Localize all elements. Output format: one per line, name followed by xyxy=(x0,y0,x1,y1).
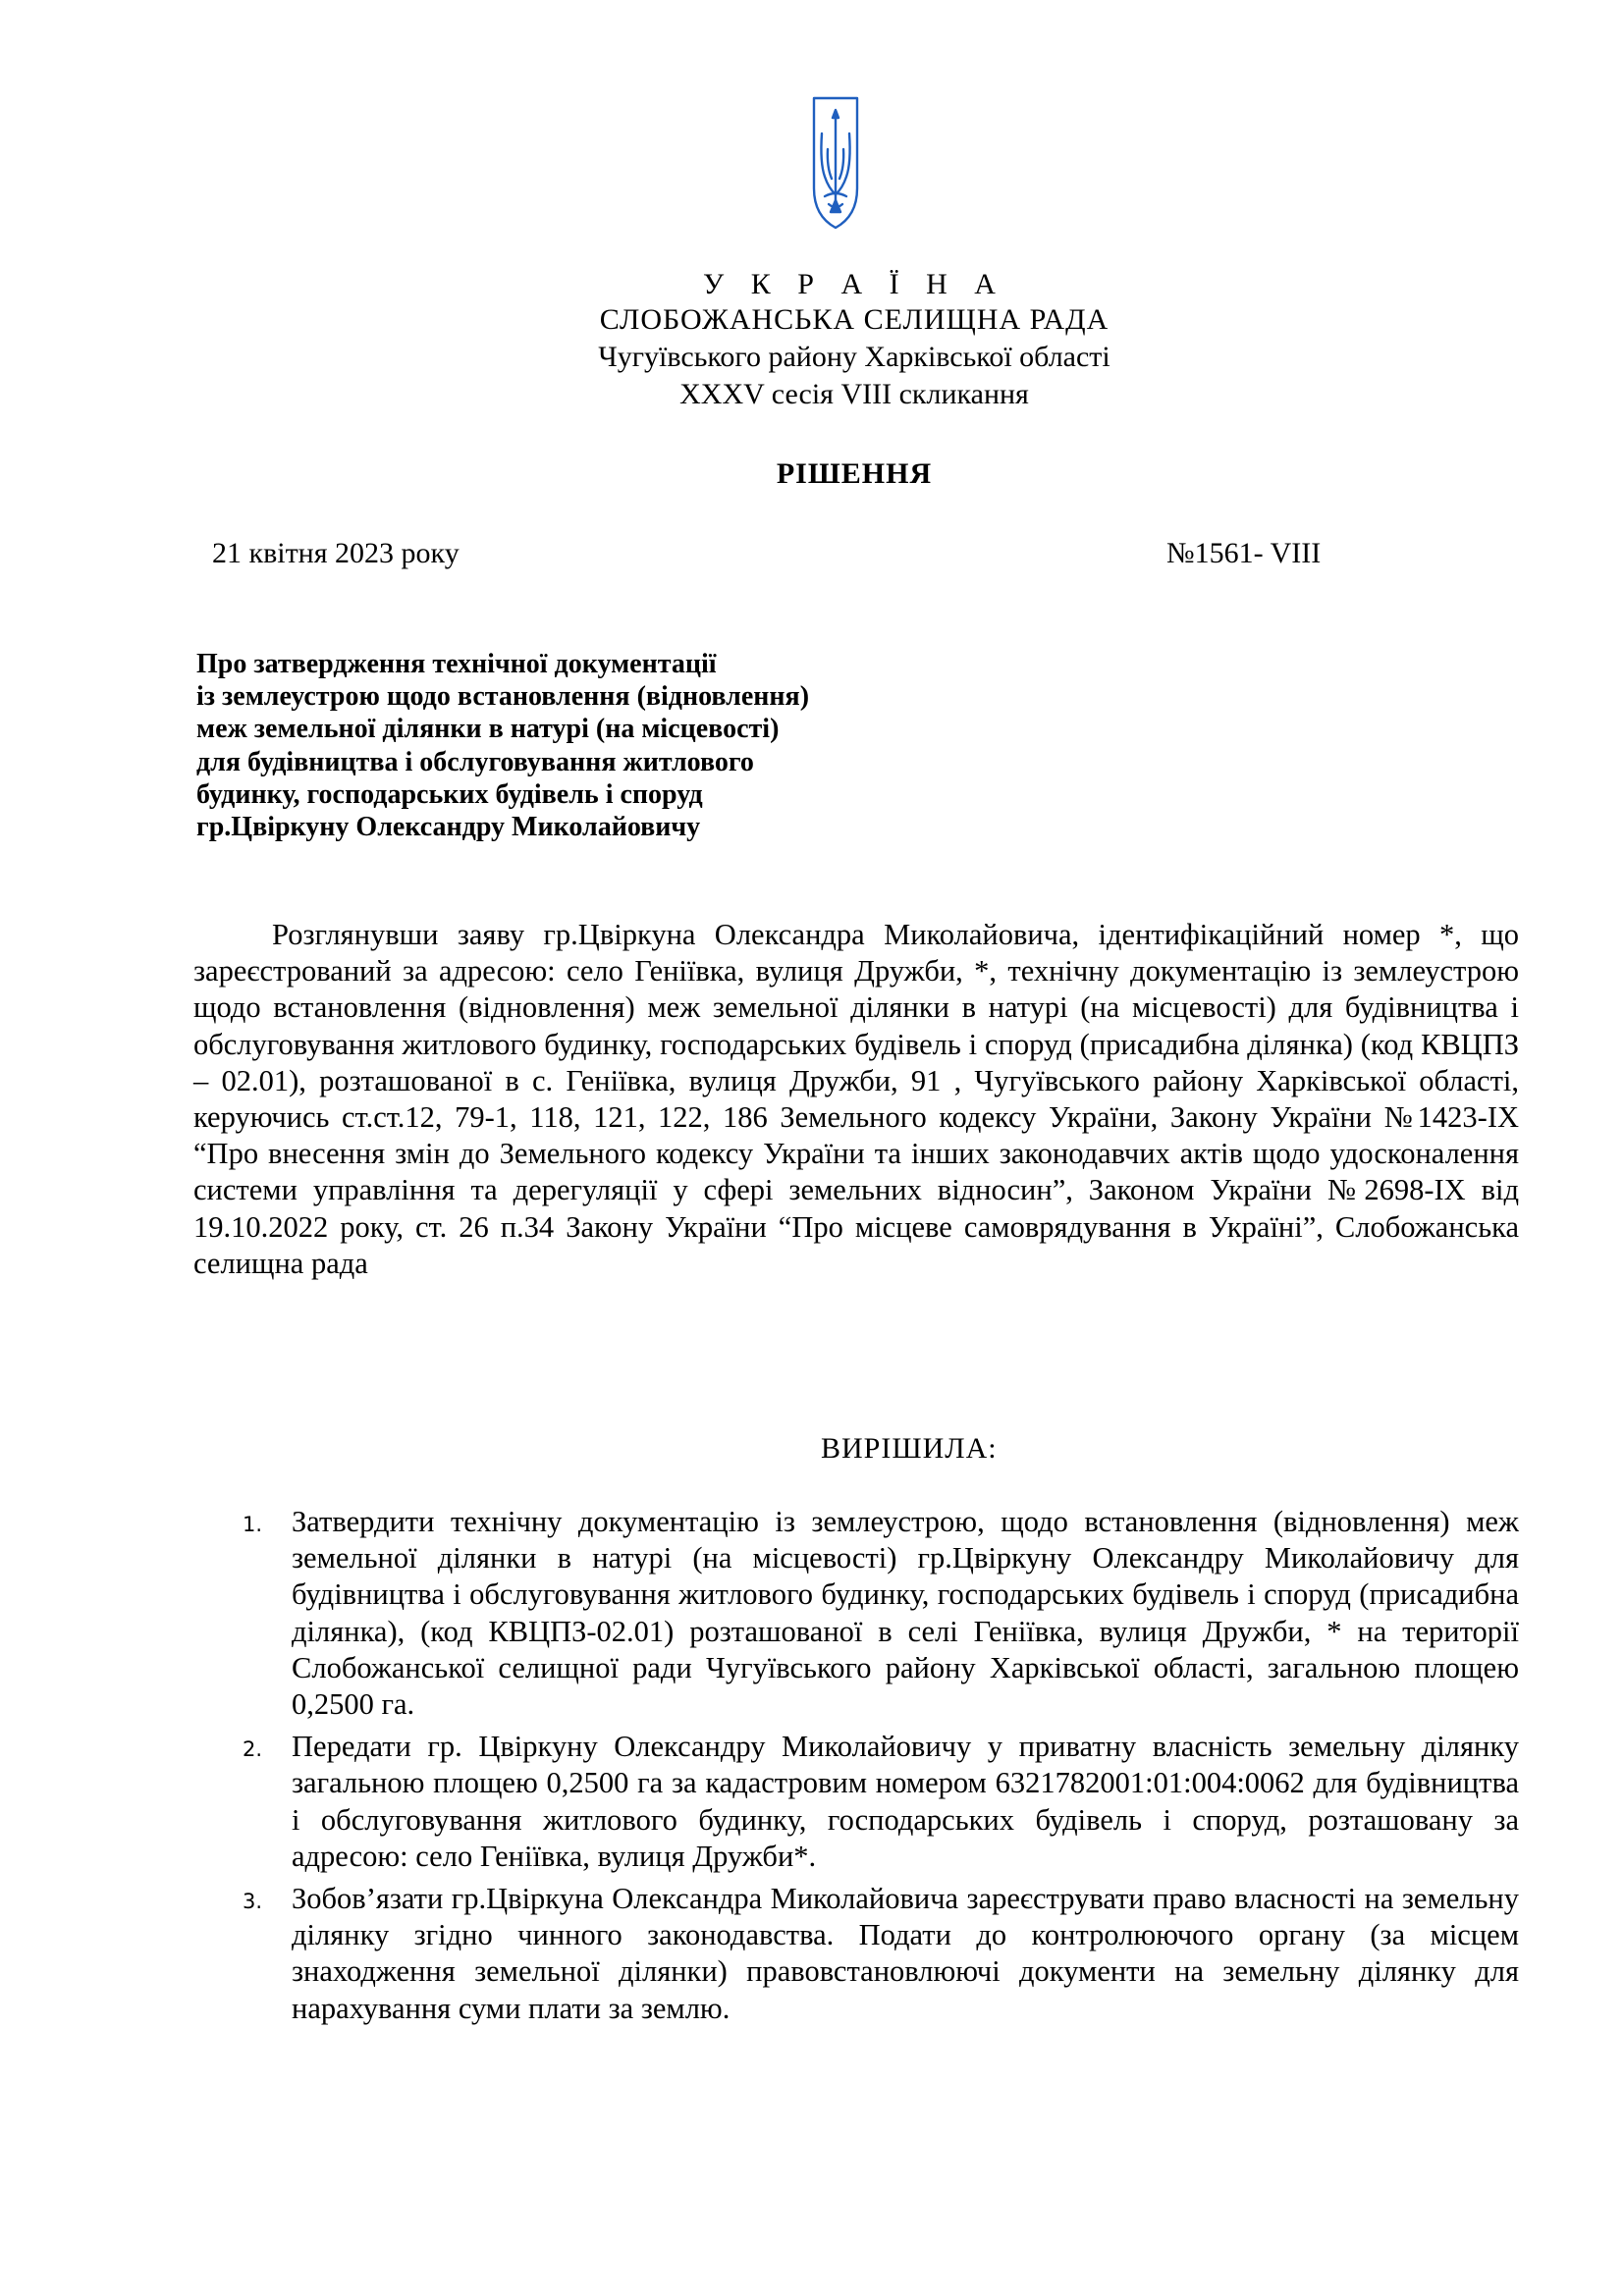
subject-line: меж земельної ділянки в натурі (на місцевості) xyxy=(196,714,780,745)
subject-line: для будівництва і обслуговування житлового xyxy=(196,746,754,777)
preamble-paragraph: Розглянувши заяву гр.Цвіркуна Олександра Миколайовича, ідентифікаційний номер *, що зареєстрований за адресою: село Геніївка, вулиця Дружби, *, технічну документацію із землеустрою щодо встановлення (відновлення) меж земельної ділянки в натурі (на місцевості) для будівництва і обслуговування житлового будинку, господарських будівель і споруд (присадибна ділянка) (код КВЦПЗ – 02.01), розташованої в с. Геніївка, вулиця Дружби, 91 , Чугуївського району Харківської області, керуючись ст.ст.12, 79-1, 118, 121, 122, 186 Земельного кодексу України, Закону України №1423-IX “Про внесення змін до Земельного кодексу України та інших законодавчих актів щодо удосконалення системи управління та дерегуляції у сфері земельних відносин”, Законом України №2698-IX від 19.10.2022 року, ст. 26 п.34 Закону України “Про місцеве самоврядування в Україні”, Слобожанська селищна рада xyxy=(193,918,1519,1280)
subject-line: будинку, господарських будівель і споруд xyxy=(196,778,703,810)
country-name: У К Р А Ї Н А xyxy=(703,268,1005,300)
item-text: Затвердити технічну документацію із землеустрою, щодо встановлення (відновлення) меж земельної ділянки в натурі (на місцевості) гр.Цвіркуну Олександру Миколайовичу для будівництва і обслуговування житлового будинку, господарських будівель і споруд (присадибна ділянка), (код КВЦПЗ-02.01) розташованої в селі Геніївка, вулиця Дружби, * на території Слобожанської селищної ради Чугуївського району Харківської області, загальною площею 0,2500 га. xyxy=(292,1505,1519,1722)
district-name: Чугуївського району Харківської області xyxy=(598,341,1110,373)
subject-line: із землеустрою щодо встановлення (відновлення) xyxy=(196,681,810,713)
session-info: XXXV сесія VIII скликання xyxy=(679,378,1029,410)
item-number: 2. xyxy=(243,1737,263,1762)
item-number: 1. xyxy=(243,1513,263,1536)
item-text: Передати гр. Цвіркуну Олександру Миколайовичу у приватну власність земельну ділянку загальною площею 0,2500 га за кадастровим номером 6321782001:01:004:0062 для будівництва і обслуговування житлового будинку, господарських будівель і споруд, розташовану за адресою: село Геніївка, вулиця Дружби*. xyxy=(292,1730,1519,1873)
resolved-label: ВИРІШИЛА: xyxy=(821,1432,998,1465)
subject-line: гр.Цвіркуну Олександру Миколайовичу xyxy=(196,812,701,843)
council-name: СЛОБОЖАНСЬКА СЕЛИЩНА РАДА xyxy=(599,303,1110,336)
coat-of-arms-icon xyxy=(811,94,860,232)
decision-date: 21 квітня 2023 року xyxy=(212,537,460,569)
decision-number: №1561- VIII xyxy=(1166,537,1322,569)
item-text: Зобов’язати гр.Цвіркуна Олександра Миколайовича зареєструвати право власності на земельну ділянку згідно чинного законодавства. Подати до контролюючого органу (за місцем знаходження земельної ділянки) правовстановлюючі документи на земельну ділянку для нарахування суми плати за землю. xyxy=(292,1882,1519,2025)
item-number: 3. xyxy=(243,1890,263,1914)
resolution-item xyxy=(193,1729,1519,1875)
subject-line: Про затвердження технічної документації xyxy=(196,649,717,679)
resolution-items-list xyxy=(193,1504,1519,2033)
decision-subject xyxy=(196,648,982,843)
resolution-item xyxy=(193,1504,1519,1723)
decision-title: РІШЕННЯ xyxy=(776,457,933,490)
resolution-item xyxy=(193,1881,1519,2027)
